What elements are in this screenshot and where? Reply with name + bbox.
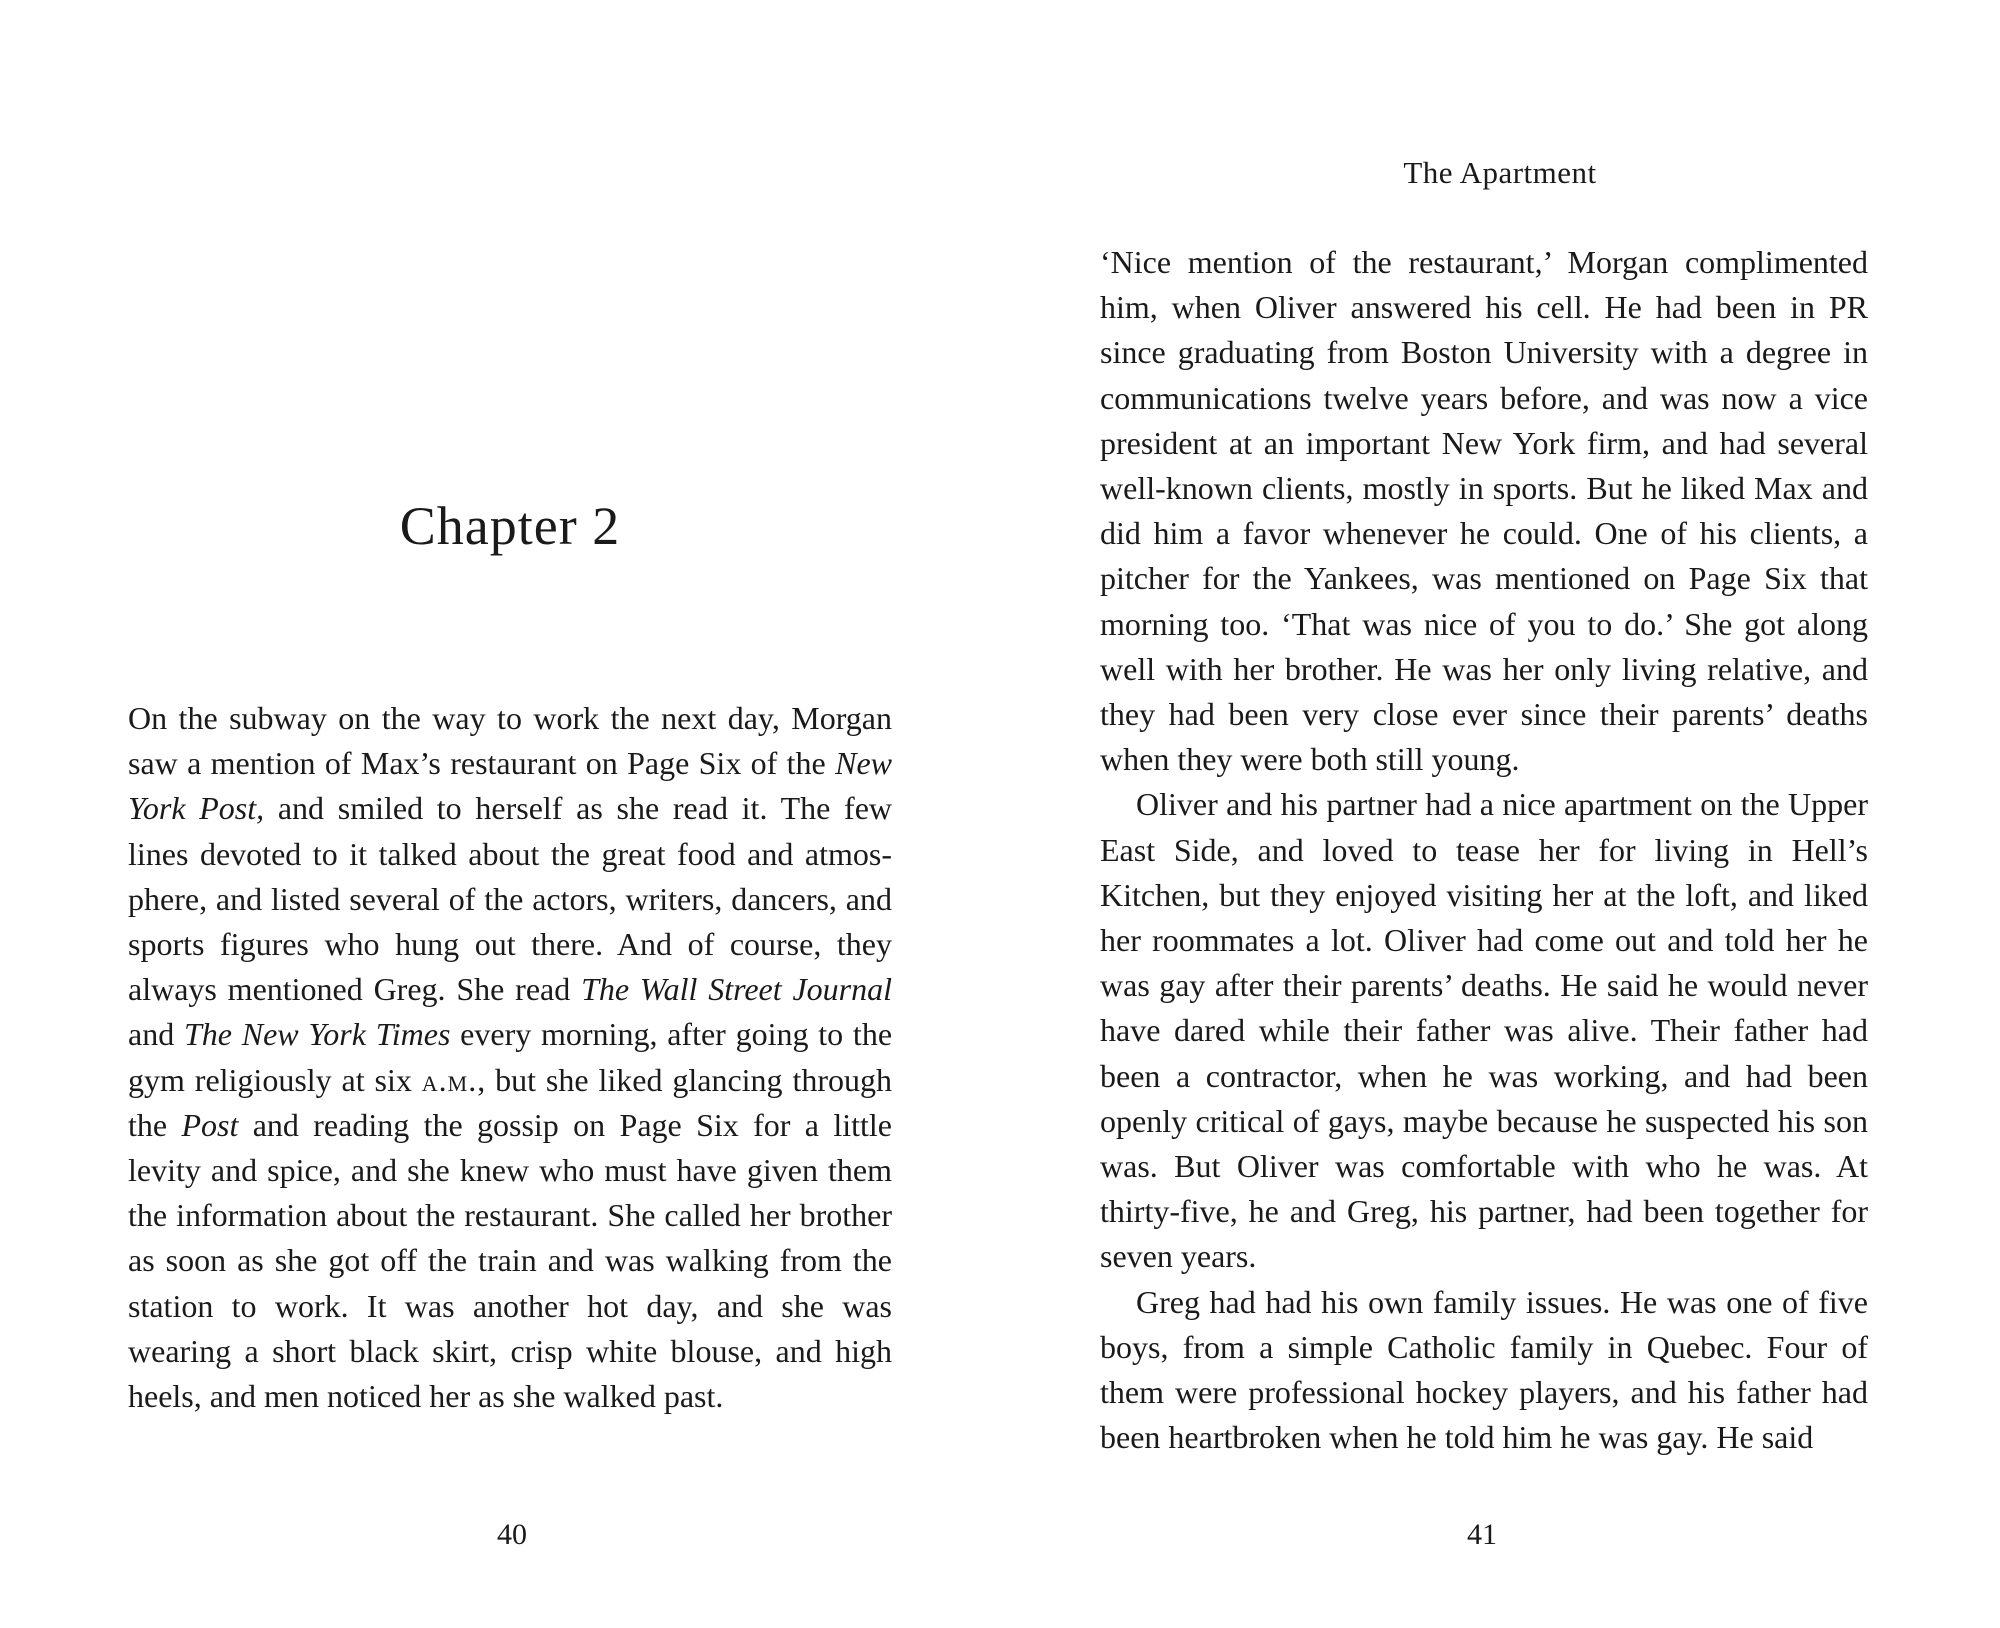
running-head: The Apartment — [1403, 155, 1597, 190]
right-paragraph-1: ‘Nice mention of the restaurant,’ Morgan complimented him, when Oliver answered his cell. He had been in PR since graduating from Boston University with a degree in communications twelve years before, and was now a vice president at an important New York firm, and had several well-known clients, mostly in sports. But he liked Max and did him a favor whenever he could. One of his clients, a pitcher for the Yankees, was mentioned on Page Six that morning too. ‘That was nice of you to do.’ She got along well with her brother. He was her only living relative, and they had been very close ever since their parents’ deaths when they were both still young. — [1100, 244, 1868, 778]
text-run: and — [128, 1016, 184, 1053]
text-run: New York Post, — [128, 745, 892, 827]
text-run: On the subway on the way to work the next day, Morgan saw a mention of Max’s restaurant on Page Six of the — [128, 700, 892, 782]
text-run: The Wall Street Journal — [581, 971, 893, 1008]
right-page — [1000, 0, 2000, 1628]
page-number-left: 40 — [497, 1518, 527, 1551]
text-run: , but she liked glancing through the — [128, 1061, 893, 1143]
page-number-right: 41 — [1467, 1518, 1497, 1551]
text-run: a.m. — [421, 1061, 478, 1098]
left-paragraph-1 — [128, 696, 892, 1419]
right-paragraph-2: Oliver and his partner had a nice apartment on the Upper East Side, and loved to tease her for living in Hell’s Kitchen, but they enjoyed visiting her at the loft, and liked her roommates a lot. Oliver had come out and told her he was gay after their parents’ deaths. He said he would never have dared while their father was alive. Their father had been a contractor, when he was working, and had been openly critical of gays, maybe because he suspected his son was. But Oliver was comfortable with who he was. At thirty-five, he and Greg, his partner, had been together for seven years. — [1100, 786, 1868, 1275]
right-body-text — [1100, 240, 1868, 1460]
text-run: and smiled to herself as she read it. The few lines devoted to it talked about the great food and atmosphere, and listed several of the actors, writers, dancers, and sports figures who hung out there. And of course, they always mentioned Greg. She read — [128, 790, 893, 1008]
left-body-text — [128, 696, 892, 1419]
right-paragraph-3: Greg had had his own family issues. He was one of five boys, from a simple Catholic family in Quebec. Four of them were professional hockey players, and his father had been heartbroken when he told him he was gay. He said — [1100, 1283, 1868, 1456]
chapter-title: Chapter 2 — [399, 496, 621, 556]
text-run: The New York Times — [183, 1016, 451, 1053]
text-run: and reading the gossip on Page Six for a little levity and spice, and she knew who must have given them the information about the restaurant. She called her brother as soon as she got off the train and was walking from the station to work. It was another hot day, and she was wearing a short black skirt, crisp white blouse, and high heels, and men noticed her as she walked past. — [128, 1106, 893, 1415]
text-run: Post — [181, 1106, 239, 1143]
text-run: every morning, after going to the gym religiously at six — [128, 1016, 893, 1098]
